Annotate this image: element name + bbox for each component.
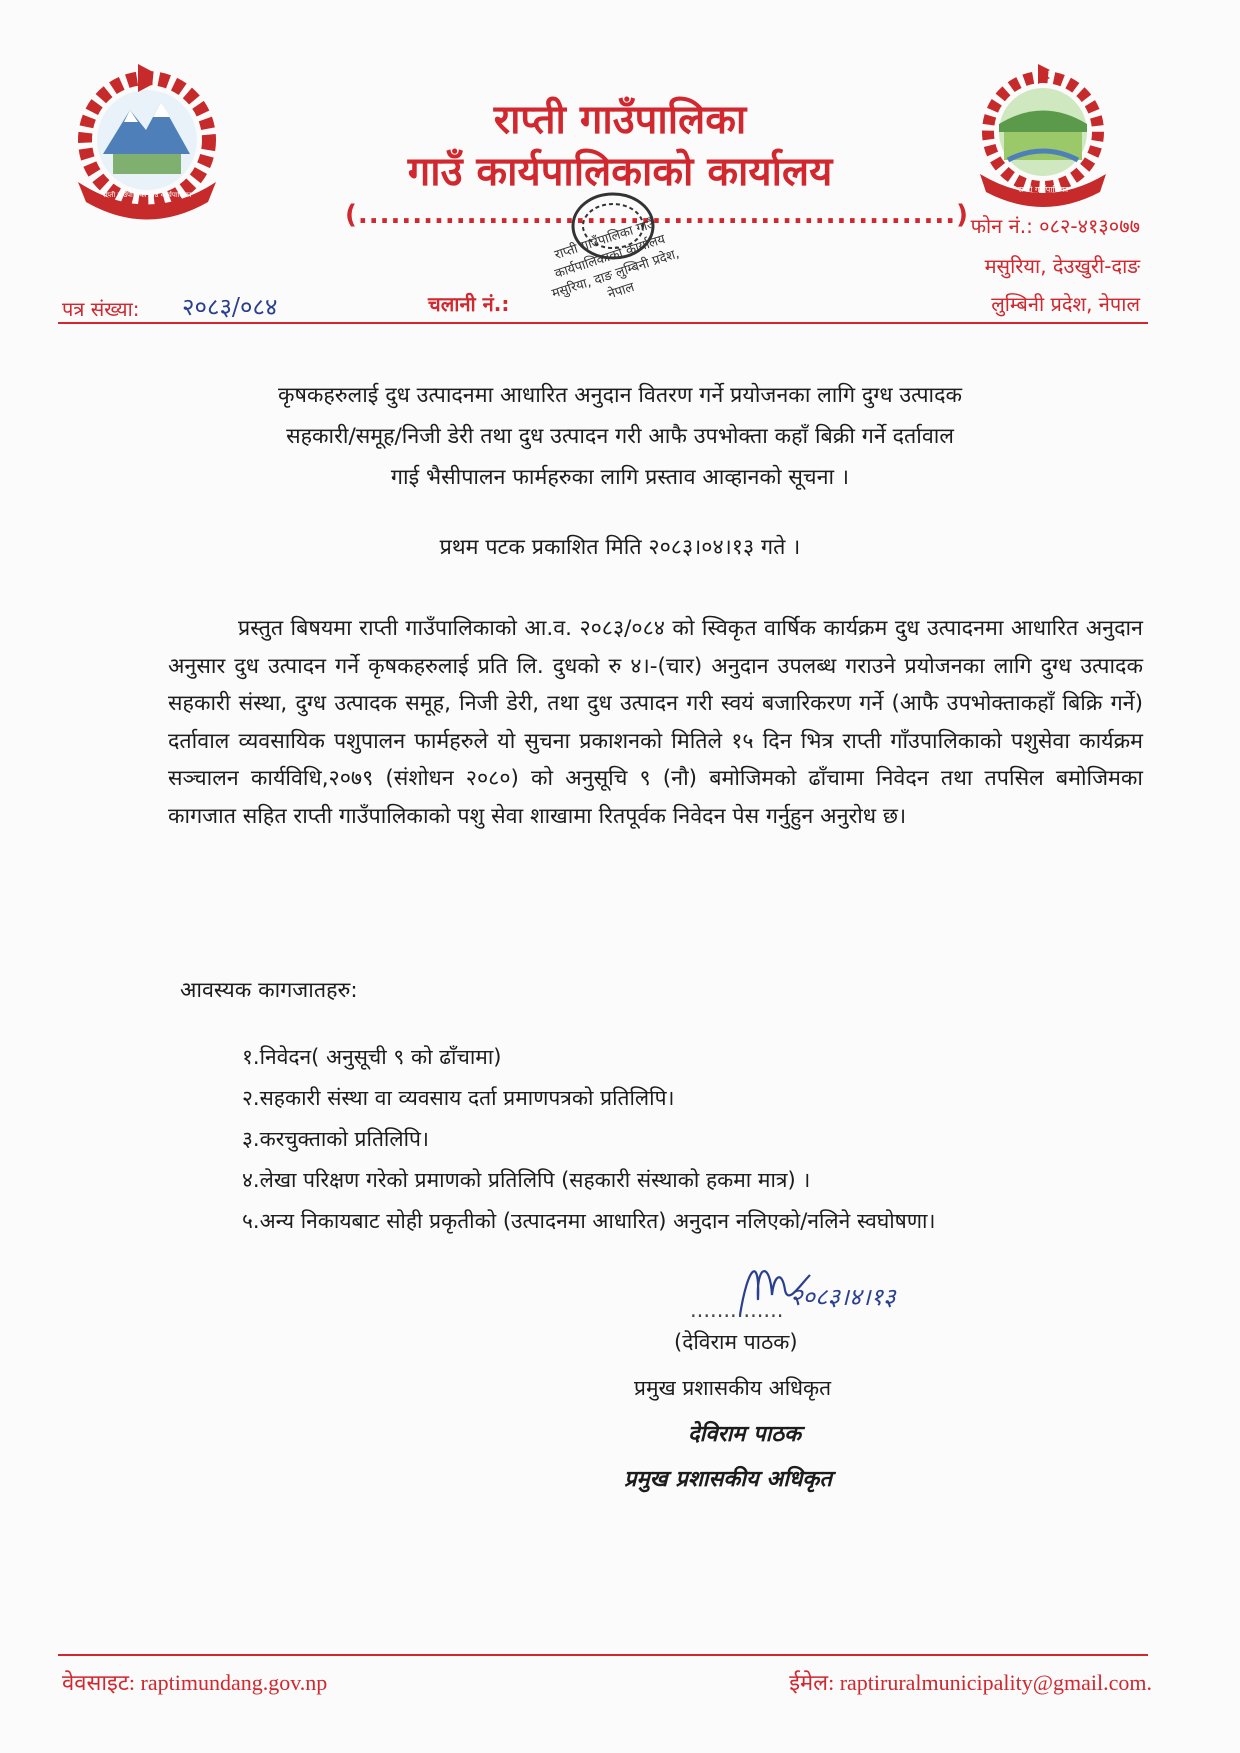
designation-stamp: प्रमुख प्रशासकीय अधिकृत <box>624 1467 832 1492</box>
footer-divider <box>58 1654 1148 1656</box>
signatory-designation: प्रमुख प्रशासकीय अधिकृत <box>634 1376 832 1400</box>
requirement-item: ४.लेखा परिक्षण गरेको प्रमाणको प्रतिलिपि (सहकारी संस्थाको हकमा मात्र) । <box>242 1168 811 1192</box>
website-block <box>62 1667 327 1697</box>
subject-line2: सहकारी/समूह/निजी डेरी तथा दुध उत्पादन गरी आफै उपभोक्ता कहाँ बिक्री गर्ने दर्तावाल <box>286 424 954 449</box>
office-title-line1: राप्ती गाउँपालिका <box>493 97 747 143</box>
subject-line1: कृषकहरुलाई दुध उत्पादनमा आधारित अनुदान वितरण गर्ने प्रयोजनका लागि दुग्ध उत्पादक <box>277 383 963 408</box>
requirement-item: ५.अन्य निकायबाट सोही प्रकृतीको (उत्पादनमा आधारित) अनुदान नलिएको/नलिने स्वघोषणा। <box>242 1209 936 1233</box>
notice-body: प्रस्तुत बिषयमा राप्ती गाउँपालिकाको आ.व. २०८३/०८४ को स्विकृत वार्षिक कार्यक्रम दुध उत्पादनमा आधारित अनुदान अनुसार दुध उत्पादन गर्ने कृषकहरुलाई प्रति लि. दुधको रु ४।-(चार) अनुदान उपलब्ध गराउने प्रयोजनका लागि दुग्ध उत्पादक सहकारी संस्था, दुग्ध उत्पादक समूह, निजी डेरी, तथा दुध उत्पादन गरी स्वयं बजारिकरण गर्ने (आफै उपभोक्ताकहाँ बिक्रि गर्ने) दर्तावाल व्यवसायिक पशुपालन फार्महरुले यो सुचना प्रकाशनको मितिले १५ दिन भित्र राप्ती गाँउपालिकाको पशुसेवा कार्यक्रम सञ्चालन कार्यविधि,२०७९ (संशोधन २०८०) को अनुसूचि ९ (नौ) बमोजिमको ढाँचामा निवेदन तथा तपसिल बमोजिमका कागजात सहित राप्ती गाउँपालिकाको पशु सेवा शाखामा रितपूर्वक निवेदन पेस गर्नुहुन अनुरोध छ। <box>168 616 1143 829</box>
address-placeholder: (.......................................................) <box>345 200 969 230</box>
address-line1: मसुरिया, देउखुरी-दाङ <box>984 254 1140 278</box>
signatory-name: (देविराम पाठक) <box>674 1330 798 1354</box>
website-link[interactable]: raptimundang.gov.np <box>140 1670 328 1695</box>
left-emblem-banner-text: राप्ती गाउँपालिका गाउँ कार्यपालिका <box>102 191 192 199</box>
office-stamp <box>528 178 698 338</box>
ref-label: पत्र संख्या: <box>62 297 140 321</box>
requirement-item: २.सहकारी संस्था वा व्यवसाय दर्ता प्रमाणपत्रको प्रतिलिपि। <box>242 1086 675 1110</box>
right-emblem-banner-text: राप्ती गाउँपालिका <box>1017 185 1069 194</box>
website-label: वेवसाइट: <box>62 1670 136 1695</box>
publish-date: प्रथम पटक प्रकाशित मिति २०८३।०४।१३ गते । <box>439 535 801 560</box>
email-link[interactable]: raptiruralmunicipality@gmail.com. <box>839 1670 1152 1695</box>
name-stamp: देविराम पाठक <box>688 1422 801 1447</box>
subject-line3: गाई भैसीपालन फार्महरुका लागि प्रस्ताव आव्हानको सूचना । <box>390 465 850 490</box>
signature-dots: .............. <box>690 1298 784 1322</box>
ref-number-handwritten: २०८३/०८४ <box>182 293 278 321</box>
address-line2: लुम्बिनी प्रदेश, नेपाल <box>991 292 1140 316</box>
requirements-title: आवस्यक कागजातहरु: <box>180 978 358 1003</box>
handwritten-date: २०८३।४।१३ <box>790 1283 896 1311</box>
stamp-text: राप्ती गाउँपालिका गाउँ कार्यपालिकाको कार्यालय मसुरिया, दाङ लुम्बिनी प्रदेश, नेपाल <box>550 216 682 303</box>
requirement-item: १.निवेदन( अनुसूची ९ को ढाँचामा) <box>242 1045 502 1069</box>
office-title-line2: गाउँ कार्यपालिकाको कार्यालय <box>407 149 833 195</box>
notice-subject <box>180 375 1060 498</box>
header-divider <box>58 322 1148 324</box>
email-label: ईमेल: <box>789 1670 835 1695</box>
dispatch-label: चलानी नं.: <box>428 292 510 316</box>
requirement-item: ३.करचुक्ताको प्रतिलिपि। <box>242 1127 429 1151</box>
phone-number: फोन नं.: ०८२-४१३०७७ <box>970 214 1140 238</box>
email-block <box>789 1667 1152 1697</box>
